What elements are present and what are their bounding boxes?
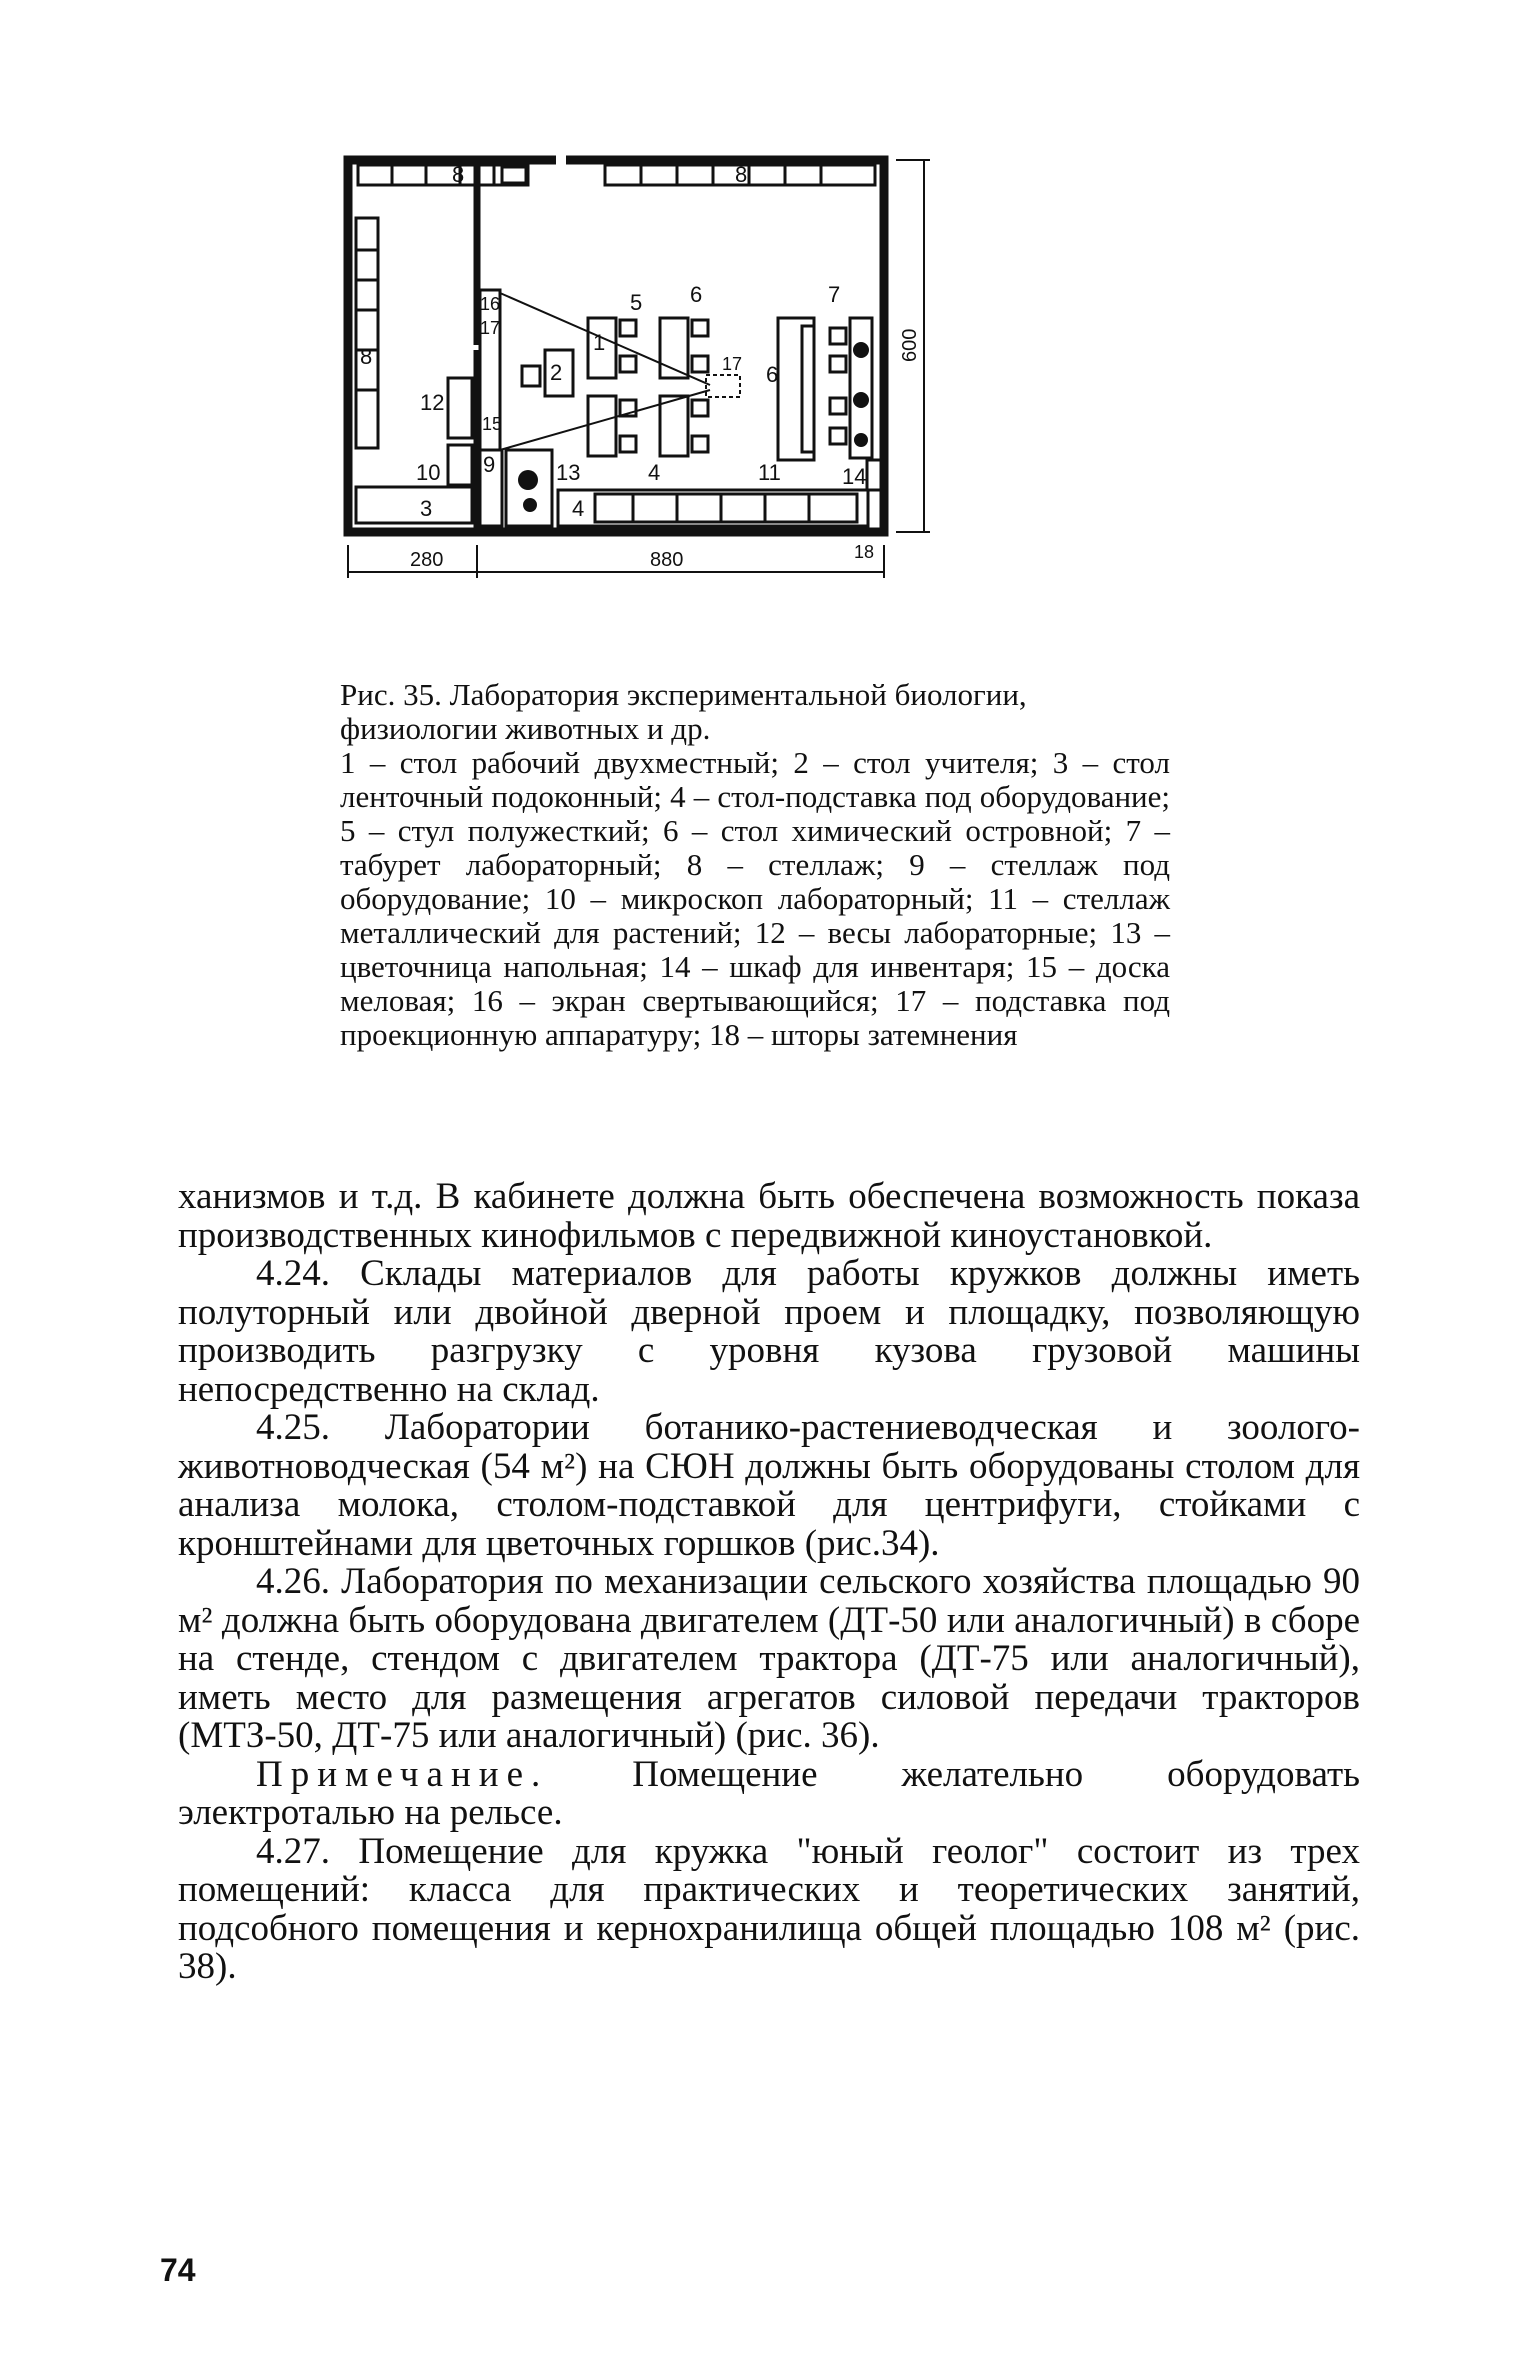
note-label: Примечание. xyxy=(256,1753,549,1795)
label-8-top-right: 8 xyxy=(735,162,748,187)
label-16: 16 xyxy=(480,294,501,314)
label-6-island: 6 xyxy=(766,362,779,387)
paragraph-note xyxy=(178,1753,1360,1833)
label-1: 1 xyxy=(593,330,606,355)
laboratory-floor-plan xyxy=(330,150,1190,670)
label-3: 3 xyxy=(420,496,433,521)
label-15: 15 xyxy=(482,414,503,434)
label-4-top: 4 xyxy=(648,460,661,485)
label-7: 7 xyxy=(828,282,841,307)
note-text: Помещение желательно оборудовать электроталью на рельсе. xyxy=(178,1753,1360,1833)
label-17-right: 17 xyxy=(722,354,743,374)
figure-caption xyxy=(340,678,1170,1052)
label-2: 2 xyxy=(550,360,563,385)
label-5: 5 xyxy=(630,290,643,315)
label-9: 9 xyxy=(483,452,496,477)
label-8-left: 8 xyxy=(360,344,373,369)
figure-title: Рис. 35. Лаборатория экспериментальной биологии, физиологии животных и др. xyxy=(340,677,1027,746)
paragraph-4-26: 4.26. Лаборатория по механизации сельского хозяйства площадью 90 м² должна быть оборудована двигателем (ДТ-50 или аналогичный) в сборе на стенде, стендом с двигателем трактора (ДТ-75 или аналогичный), иметь место для размещения агрегатов силовой передачи тракторов (МТЗ-50, ДТ-75 или аналогичный) (рис. 36). xyxy=(178,1561,1360,1756)
label-18: 18 xyxy=(854,542,875,562)
dimension-600: 600 xyxy=(899,328,921,362)
paragraph-4-24: 4.24. Склады материалов для работы кружков должны иметь полуторный или двойной дверной проем и площадку, позволяющую производить разгрузку с уровня кузова грузовой машины непосредственно на склад. xyxy=(178,1253,1360,1410)
dimension-880: 880 xyxy=(650,549,684,571)
label-4-bottom: 4 xyxy=(572,496,585,521)
dimension-280: 280 xyxy=(410,549,444,571)
figure-legend: 1 – стол рабочий двухместный; 2 – стол учителя; 3 – стол ленточный подоконный; 4 – стол-подставка под оборудование; 5 – стул полужесткий; 6 – стол химический островной; 7 – табурет лабораторный; 8 – стеллаж; 9 – стеллаж под оборудование; 10 – микроскоп лабораторный; 11 – стеллаж металлический для растений; 12 – весы лабораторные; 13 – цветочница напольная; 14 – шкаф для инвентаря; 15 – доска меловая; 16 – экран свертывающийся; 17 – подставка под проекционную аппаратуру; 18 – шторы затемнения xyxy=(340,745,1170,1052)
paragraph-4-27: 4.27. Помещение для кружка "юный геолог" состоит из трех помещений: класса для практических и теоретических занятий, подсобного помещения и кернохранилища общей площадью 108 м² (рис. 38). xyxy=(178,1830,1360,1987)
label-12: 12 xyxy=(420,390,445,415)
page-number: 74 xyxy=(160,2252,196,2288)
label-14: 14 xyxy=(842,464,867,489)
label-10: 10 xyxy=(416,460,441,485)
label-13: 13 xyxy=(556,460,581,485)
paragraph-4-25: 4.25. Лаборатории ботанико-растениеводческая и зоолого-животноводческая (54 м²) на СЮН должны быть оборудованы столом для анализа молока, столом-подставкой для центрифуги, стойками с кронштейнами для цветочных горшков (рис.34). xyxy=(178,1407,1360,1564)
label-11: 11 xyxy=(758,460,781,485)
label-8-top-left: 8 xyxy=(452,162,465,187)
label-17-left: 17 xyxy=(480,318,501,338)
body-text xyxy=(178,1178,1360,1987)
label-6-top: 6 xyxy=(690,282,703,307)
paragraph-continuation: ханизмов и т.д. В кабинете должна быть обеспечена возможность показа производственных кинофильмов с передвижной киноустановкой. xyxy=(178,1176,1360,1256)
